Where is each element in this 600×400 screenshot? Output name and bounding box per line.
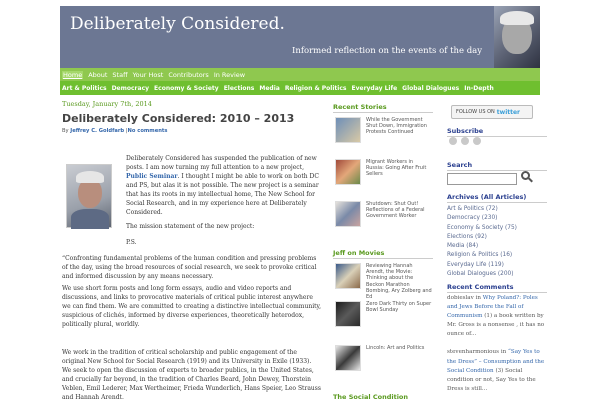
post-meta-by: By bbox=[62, 128, 69, 134]
nav-cat-economy-society[interactable]: Economy & Society bbox=[154, 84, 219, 92]
post-meta bbox=[62, 128, 324, 134]
comment-item bbox=[447, 348, 547, 393]
comment-excerpt: (1) a book written by Mr. Gross is a nonsense , it has no ounce of... bbox=[447, 313, 545, 338]
email-icon[interactable] bbox=[461, 137, 469, 145]
search-icon[interactable] bbox=[521, 171, 533, 183]
jeff-on-movies-title: Jeff on Movies bbox=[333, 249, 433, 259]
search-input[interactable] bbox=[447, 173, 517, 185]
twitter-follow-label: FOLLOW US ON bbox=[456, 109, 495, 115]
nav-cat-media[interactable]: Media bbox=[259, 84, 280, 92]
twitter-follow-button[interactable] bbox=[451, 105, 533, 119]
author-photo-shirt bbox=[71, 209, 109, 229]
author-photo-hair bbox=[76, 171, 104, 183]
archive-item[interactable]: Democracy (230) bbox=[447, 215, 498, 222]
nav-your-host[interactable]: Your Host bbox=[132, 70, 164, 79]
recent-story-item[interactable] bbox=[333, 157, 433, 187]
comment-excerpt: (3) Social condition or not, Say Yes to the Dress is still... bbox=[447, 367, 536, 392]
search-icon-handle bbox=[528, 178, 533, 183]
post-mission-line: The mission statement of the new project: bbox=[126, 223, 255, 230]
author-photo bbox=[66, 164, 112, 228]
comment-post-link[interactable]: “Say Yes to the Dress” – Consumption and the Social Condition bbox=[447, 349, 545, 374]
movie-link[interactable]: Zero Dark Thirty on Super Bowl Sunday bbox=[366, 301, 432, 314]
rss-icon[interactable] bbox=[449, 137, 457, 145]
site-header bbox=[60, 6, 540, 68]
middle-sidebar bbox=[333, 103, 433, 400]
nav-in-review[interactable]: In Review bbox=[213, 70, 246, 79]
archive-list bbox=[447, 205, 547, 279]
recent-stories-title: Recent Stories bbox=[333, 103, 433, 113]
post-paragraph-2: We use short form posts and long form essays, audio and video reports and discussions, and links to provocative materials of critical public interest anywhere we can find them. We are committed to creating a distinctive intellectual community, suspicious of clichés, informed by diverse experiences, theoretically heterodox, politically plural, worldly. bbox=[62, 285, 322, 328]
nav-staff[interactable]: Staff bbox=[112, 70, 128, 79]
post-date: Tuesday, January 7th, 2014 bbox=[62, 100, 152, 108]
comment-author: stevenharmonious bbox=[447, 349, 500, 356]
nav-cat-global-dialogues[interactable]: Global Dialogues bbox=[402, 84, 460, 92]
header-portrait-image bbox=[494, 6, 540, 68]
subscribe-icons bbox=[449, 137, 481, 145]
recent-story-thumbnail[interactable] bbox=[335, 201, 361, 227]
recent-story-thumbnail[interactable] bbox=[335, 117, 361, 143]
twitter-brand: twitter bbox=[496, 108, 521, 116]
post-comments-link[interactable]: No comments bbox=[127, 128, 168, 134]
subscribe-title: Subscribe bbox=[447, 127, 547, 137]
nav-cat-art-politics[interactable]: Art & Politics bbox=[62, 84, 107, 92]
archive-item[interactable]: Media (84) bbox=[447, 243, 479, 250]
movie-link[interactable]: Reviewing Hannah Arendt, the Movie: Thinking about the Beckon Marathon Bombing, Ary Zolberg and Ed bbox=[366, 263, 432, 301]
recent-comments-title: Recent Comments bbox=[447, 283, 547, 293]
movie-thumbnail[interactable] bbox=[335, 263, 361, 289]
comment-post-link[interactable]: Why Poland?: Poles and Jews Before the Fall of Communism bbox=[447, 295, 538, 320]
nav-about[interactable]: About bbox=[88, 70, 108, 79]
nav-cat-everyday-life[interactable]: Everyday Life bbox=[351, 84, 398, 92]
search-title: Search bbox=[447, 161, 547, 171]
nav-cat-religion-politics[interactable]: Religion & Politics bbox=[284, 84, 347, 92]
recent-story-item[interactable] bbox=[333, 115, 433, 145]
archive-item[interactable]: Elections (92) bbox=[447, 233, 487, 240]
archive-item[interactable]: Art & Politics (72) bbox=[447, 206, 498, 212]
post-paragraph-3: We work in the tradition of critical scholarship and public engagement of the original New School for Social Research (1919) and its University in Exile (1933). We seek to open the discussion of experts to broader publics, in the United States, and crucially far beyond, in the tradition of Charles Beard, John Dewey, Thorstein Veblen, Emil Lederer, Max Wertheimer, Frieda Wunderlich, Hans Speier, Leo Strauss and Hannah Arendt. bbox=[62, 349, 321, 400]
primary-nav bbox=[60, 68, 540, 81]
nav-cat-in-depth[interactable]: In-Depth bbox=[464, 84, 494, 92]
movie-thumbnail[interactable] bbox=[335, 345, 361, 371]
recent-story-link[interactable]: Migrant Workers in Russia: Going After Fruit Sellers bbox=[366, 159, 427, 178]
nav-cat-democracy[interactable]: Democracy bbox=[111, 84, 150, 92]
recent-comments-list bbox=[447, 294, 547, 394]
site-title[interactable]: Deliberately Considered. bbox=[70, 14, 285, 34]
post-ps: P.S. bbox=[126, 239, 137, 246]
comment-item bbox=[447, 294, 547, 339]
nav-contributors[interactable]: Contributors bbox=[168, 70, 209, 79]
post-title[interactable]: Deliberately Considered: 2010 – 2013 bbox=[62, 112, 295, 125]
post-intro-text-a: Deliberately Considered has suspended the publication of new posts. I am now turning my full attention to a new project, bbox=[126, 155, 317, 171]
header-portrait-hair bbox=[500, 11, 534, 25]
nav-home[interactable]: Home bbox=[63, 70, 83, 79]
post-meta-separator: | bbox=[125, 128, 128, 134]
nav-cat-elections[interactable]: Elections bbox=[223, 84, 255, 92]
post-paragraph-1: “Confronting fundamental problems of the human condition and pressing problems of the day, using the broad resources of social research, we seek to provoke critical and informed discussion by any means necessary. bbox=[62, 255, 317, 280]
post-intro-text-b: . I thought I might be able to work on both DC and PS, but alas it is not possible. The new project is a seminar that has its roots in my intellectual home, The New School for Social Research, and in my experience here at Deliberately Considered. bbox=[126, 173, 319, 216]
category-nav bbox=[60, 81, 540, 95]
public-seminar-link[interactable]: Public Seminar bbox=[126, 173, 178, 180]
movie-link[interactable]: Lincoln: Art and Politics bbox=[366, 345, 425, 351]
archive-item[interactable]: Economy & Society (75) bbox=[447, 224, 517, 231]
recent-story-item[interactable] bbox=[333, 199, 433, 229]
comment-in: in bbox=[500, 349, 507, 356]
post-intro-paragraph bbox=[126, 154, 322, 217]
main-content bbox=[62, 100, 324, 400]
archives-title: Archives (All Articles) bbox=[447, 193, 547, 203]
social-condition-title: The Social Condition bbox=[333, 393, 433, 400]
post-author-link[interactable]: Jeffrey C. Goldfarb bbox=[70, 128, 125, 134]
movie-item[interactable] bbox=[333, 261, 433, 301]
movie-item[interactable] bbox=[333, 299, 433, 329]
archive-item[interactable]: Global Dialogues (200) bbox=[447, 271, 514, 278]
site-tagline: Informed reflection on the events of the day bbox=[292, 46, 483, 56]
recent-story-thumbnail[interactable] bbox=[335, 159, 361, 185]
archive-item[interactable]: Everyday Life (119) bbox=[447, 261, 504, 268]
comment-author: dobieslav bbox=[447, 295, 474, 301]
movie-thumbnail[interactable] bbox=[335, 301, 361, 327]
movie-item[interactable] bbox=[333, 343, 433, 373]
recent-story-link[interactable]: Shutdown: Shut Out! Reflections of a Federal Government Worker bbox=[366, 201, 425, 220]
recent-story-link[interactable]: While the Government Shut Down, Immigration Protests Continued bbox=[366, 117, 427, 136]
comment-feed-icon[interactable] bbox=[473, 137, 481, 145]
comment-in: in bbox=[475, 295, 481, 301]
archive-item[interactable]: Religion & Politics (16) bbox=[447, 252, 513, 259]
